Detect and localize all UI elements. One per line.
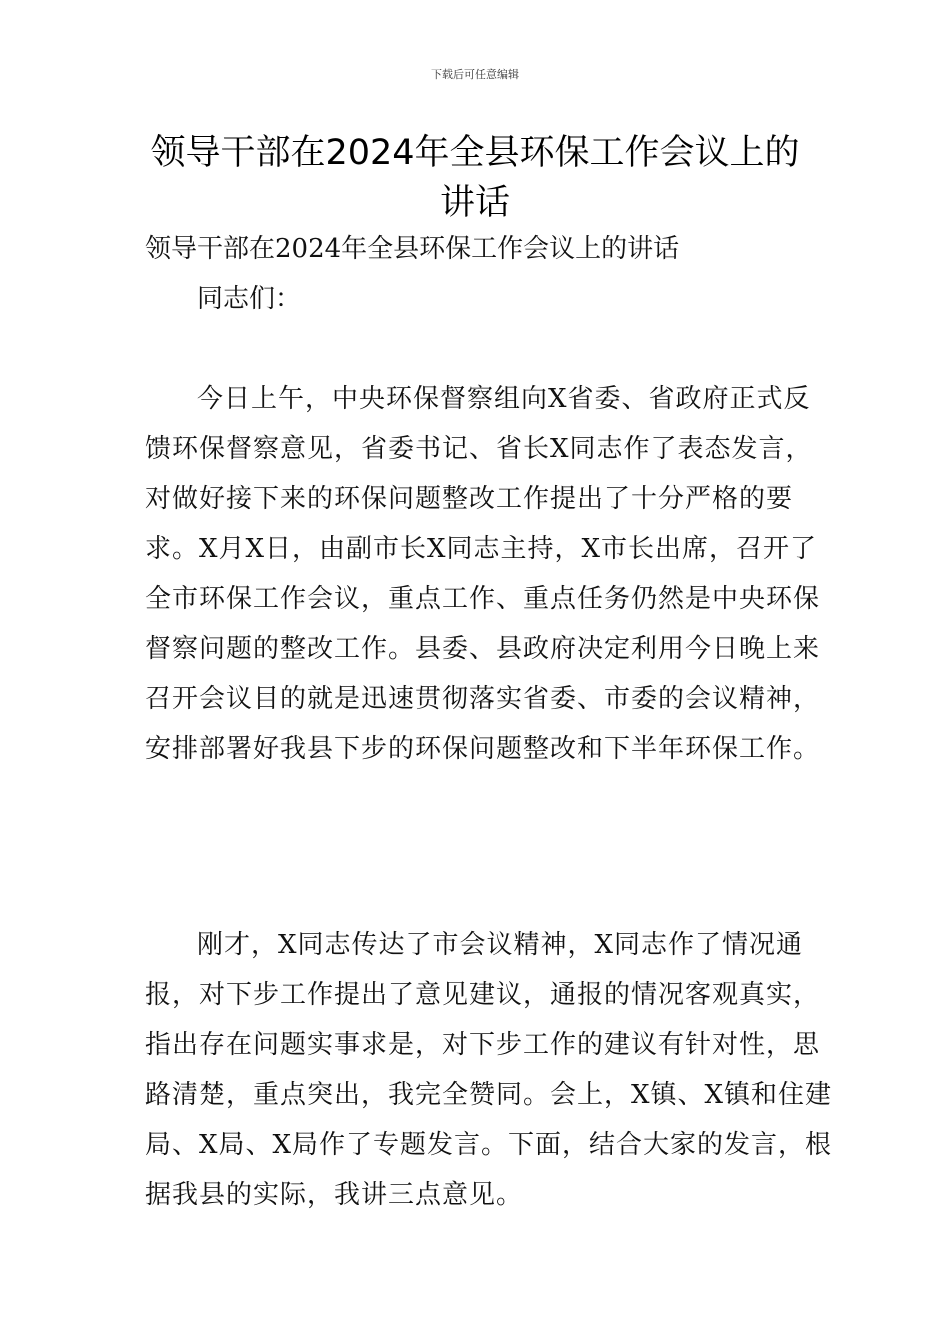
paragraph: 今日上午，中央环保督察组向X省委、省政府正式反馈环保督察意见，省委书记、省长X同志作了表态发言，对做好接下来的环保问题整改工作提出了十分严格的要求。X月X日，由副市长X同志主持，X市长出席，召开了全市环保工作会议，重点工作、重点任务仍然是中央环保督察问题的整改工作。县委、县政府决定利用今日晚上来召开会议目的就是迅速贯彻落实省委、市委的会议精神，安排部署好我县下步的环保问题整改和下半年环保工作。 <box>145 384 821 764</box>
document-title: 领导干部在2024年全县环保工作会议上的讲话 <box>150 133 800 223</box>
paragraph: 刚才，X同志传达了市会议精神，X同志作了情况通报，对下步工作提出了意见建议，通报的情况客观真实，指出存在问题实事求是，对下步工作的建议有针对性，思路清楚，重点突出，我完全赞同。会上，X镇、X镇和住建局、X局、X局作了专题发言。下面，结合大家的发言，根据我县的实际，我讲三点意见。 <box>145 930 833 1210</box>
header-note: 下载后可任意编辑 <box>431 68 519 81</box>
greeting: 同志们： <box>197 284 302 314</box>
document-subtitle: 领导干部在2024年全县环保工作会议上的讲话 <box>145 234 680 264</box>
